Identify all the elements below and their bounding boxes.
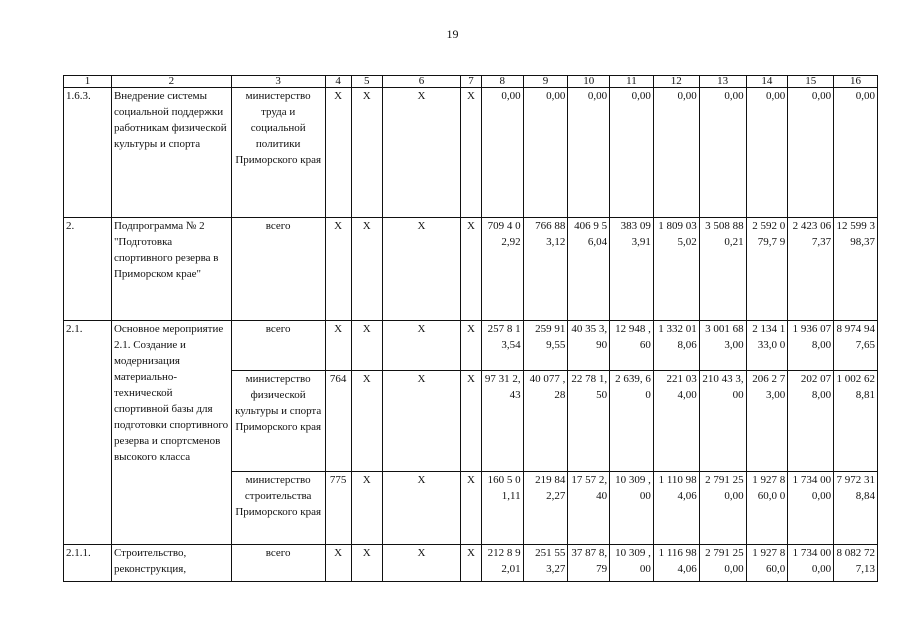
header-cell: 12 xyxy=(653,76,699,88)
code-cell: X xyxy=(351,545,382,582)
header-cell: 7 xyxy=(461,76,482,88)
table-row xyxy=(64,218,878,321)
header-cell: 16 xyxy=(834,76,878,88)
code-cell: X xyxy=(461,545,482,582)
row-number: 2.1. xyxy=(64,321,112,545)
amount-cell: 0,00 xyxy=(610,88,654,218)
amount-cell: 1 809 035,02 xyxy=(653,218,699,321)
amount-cell: 0,00 xyxy=(523,88,568,218)
header-cell: 10 xyxy=(568,76,610,88)
code-cell: X xyxy=(325,545,351,582)
header-cell: 5 xyxy=(351,76,382,88)
amount-cell: 12 599 398,37 xyxy=(834,218,878,321)
code-cell: X xyxy=(351,88,382,218)
amount-cell: 160 5 01,11 xyxy=(481,472,523,545)
page-number: 19 xyxy=(446,27,459,41)
header-cell: 15 xyxy=(788,76,834,88)
amount-cell: 1 734 000,00 xyxy=(788,545,834,582)
code-cell: X xyxy=(461,321,482,371)
code-cell: X xyxy=(461,88,482,218)
header-cell: 2 xyxy=(111,76,231,88)
table-row xyxy=(64,88,878,218)
header-cell: 13 xyxy=(699,76,746,88)
code-cell: X xyxy=(382,88,460,218)
code-cell: X xyxy=(351,218,382,321)
amount-cell: 1 936 078,00 xyxy=(788,321,834,371)
responsible-party: министерство физической культуры и спорта Приморского края xyxy=(231,371,325,472)
code-cell: X xyxy=(382,371,460,472)
activity-name: Основное мероприятие 2.1. Создание и модернизация материально-технической спортивной базы для подготовки спортивного резерва и спортсменов высокого класса xyxy=(111,321,231,545)
amount-cell: 210 43 3,00 xyxy=(699,371,746,472)
amount-cell: 3 508 880,21 xyxy=(699,218,746,321)
amount-cell: 1 734 000,00 xyxy=(788,472,834,545)
code-cell: X xyxy=(382,545,460,582)
responsible-party: министерство строительства Приморского края xyxy=(231,472,325,545)
amount-cell: 766 88 3,12 xyxy=(523,218,568,321)
amount-cell: 202 07 8,00 xyxy=(788,371,834,472)
header-cell: 14 xyxy=(746,76,788,88)
responsible-party: министерство труда и социальной политики Приморского края xyxy=(231,88,325,218)
amount-cell: 0,00 xyxy=(699,88,746,218)
amount-cell: 0,00 xyxy=(481,88,523,218)
amount-cell: 383 09 3,91 xyxy=(610,218,654,321)
row-number: 2.1.1. xyxy=(64,545,112,582)
code-cell: X xyxy=(382,218,460,321)
amount-cell: 3 001 683,00 xyxy=(699,321,746,371)
code-cell: X xyxy=(461,371,482,472)
amount-cell: 221 03 4,00 xyxy=(653,371,699,472)
code-cell: X xyxy=(325,218,351,321)
header-cell: 9 xyxy=(523,76,568,88)
amount-cell: 251 55 3,27 xyxy=(523,545,568,582)
code-cell: 764 xyxy=(325,371,351,472)
amount-cell: 1 110 984,06 xyxy=(653,472,699,545)
amount-cell: 0,00 xyxy=(653,88,699,218)
amount-cell: 8 974 947,65 xyxy=(834,321,878,371)
amount-cell: 0,00 xyxy=(568,88,610,218)
amount-cell: 219 84 2,27 xyxy=(523,472,568,545)
amount-cell: 2 592 079,7 9 xyxy=(746,218,788,321)
responsible-party: всего xyxy=(231,545,325,582)
amount-cell: 2 639, 60 xyxy=(610,371,654,472)
amount-cell: 1 927 860,0 0 xyxy=(746,472,788,545)
amount-cell: 8 082 727,13 xyxy=(834,545,878,582)
table-row xyxy=(64,321,878,371)
amount-cell: 10 309 ,00 xyxy=(610,545,654,582)
activity-name: Строительство, реконструкция, xyxy=(111,545,231,582)
amount-cell: 10 309 ,00 xyxy=(610,472,654,545)
amount-cell: 12 948 ,60 xyxy=(610,321,654,371)
amount-cell: 40 077 ,28 xyxy=(523,371,568,472)
amount-cell: 0,00 xyxy=(834,88,878,218)
code-cell: X xyxy=(351,321,382,371)
code-cell: X xyxy=(351,371,382,472)
code-cell: X xyxy=(461,472,482,545)
activity-name: Внедрение системы социальной поддержки работникам физической культуры и спорта xyxy=(111,88,231,218)
code-cell: X xyxy=(382,321,460,371)
amount-cell: 212 8 92,01 xyxy=(481,545,523,582)
header-cell: 4 xyxy=(325,76,351,88)
budget-table xyxy=(63,75,878,582)
header-row xyxy=(64,76,878,88)
amount-cell: 2 791 250,00 xyxy=(699,472,746,545)
amount-cell: 206 2 73,00 xyxy=(746,371,788,472)
code-cell: X xyxy=(325,88,351,218)
amount-cell: 7 972 318,84 xyxy=(834,472,878,545)
amount-cell: 1 332 018,06 xyxy=(653,321,699,371)
amount-cell: 17 57 2,40 xyxy=(568,472,610,545)
amount-cell: 0,00 xyxy=(788,88,834,218)
code-cell: X xyxy=(382,472,460,545)
amount-cell: 97 31 2,43 xyxy=(481,371,523,472)
amount-cell: 259 91 9,55 xyxy=(523,321,568,371)
amount-cell: 257 8 13,54 xyxy=(481,321,523,371)
header-cell: 1 xyxy=(64,76,112,88)
amount-cell: 22 78 1,50 xyxy=(568,371,610,472)
header-cell: 11 xyxy=(610,76,654,88)
activity-name: Подпрограмма № 2 "Подготовка спортивного резерва в Приморском крае" xyxy=(111,218,231,321)
code-cell: X xyxy=(325,321,351,371)
row-number: 1.6.3. xyxy=(64,88,112,218)
responsible-party: всего xyxy=(231,321,325,371)
header-cell: 6 xyxy=(382,76,460,88)
code-cell: X xyxy=(351,472,382,545)
amount-cell: 406 9 56,04 xyxy=(568,218,610,321)
header-cell: 8 xyxy=(481,76,523,88)
amount-cell: 2 791 250,00 xyxy=(699,545,746,582)
amount-cell: 1 002 628,81 xyxy=(834,371,878,472)
amount-cell: 2 134 133,0 0 xyxy=(746,321,788,371)
amount-cell: 40 35 3,90 xyxy=(568,321,610,371)
amount-cell: 0,00 xyxy=(746,88,788,218)
amount-cell: 1 116 984,06 xyxy=(653,545,699,582)
amount-cell: 2 423 067,37 xyxy=(788,218,834,321)
code-cell: 775 xyxy=(325,472,351,545)
header-cell: 3 xyxy=(231,76,325,88)
table-row xyxy=(64,545,878,582)
amount-cell: 709 4 02,92 xyxy=(481,218,523,321)
amount-cell: 37 87 8,79 xyxy=(568,545,610,582)
responsible-party: всего xyxy=(231,218,325,321)
code-cell: X xyxy=(461,218,482,321)
row-number: 2. xyxy=(64,218,112,321)
amount-cell: 1 927 860,0 xyxy=(746,545,788,582)
